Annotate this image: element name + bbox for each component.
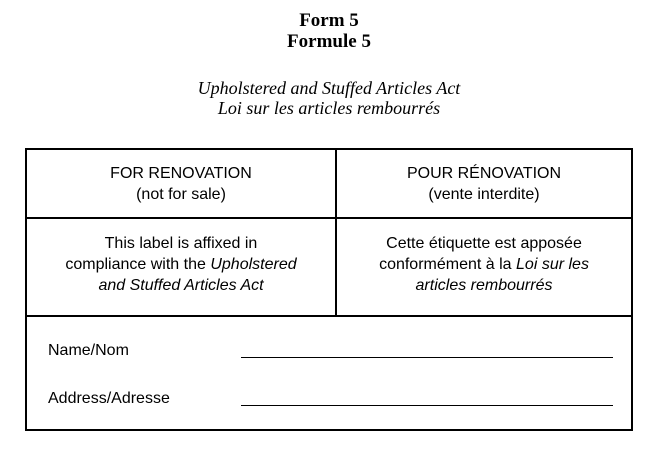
- header-cell-en: [27, 150, 337, 217]
- compliance-line-2-italic-en: Upholstered: [210, 255, 297, 273]
- form-number-fr: Formule 5: [287, 31, 371, 52]
- vente-interdite-note: (vente interdite): [428, 185, 540, 203]
- compliance-line-3-en: [98, 275, 263, 296]
- compliance-line-3-italic-fr: articles rembourrés: [415, 276, 553, 294]
- act-title-en: Upholstered and Stuffed Articles Act: [197, 78, 461, 98]
- form-title-block: [0, 10, 658, 52]
- not-for-sale-note: (not for sale): [136, 185, 226, 203]
- compliance-line-2-plain-fr: conformément à la: [379, 255, 517, 273]
- renovation-heading-en: FOR RENOVATION: [110, 164, 252, 182]
- name-label: Name/Nom: [48, 342, 129, 359]
- compliance-line-2-en: [65, 254, 296, 275]
- act-title-fr: Loi sur les articles rembourrés: [217, 98, 441, 118]
- address-label: Address/Adresse: [48, 390, 170, 407]
- compliance-line-3-italic-en: and Stuffed Articles Act: [98, 276, 264, 294]
- renovation-heading-fr: POUR RÉNOVATION: [406, 164, 562, 182]
- owner-fields: [27, 317, 631, 429]
- compliance-line-2-plain-en: compliance with the: [65, 255, 211, 273]
- form-number-en: Form 5: [299, 10, 359, 31]
- compliance-line-3-fr: [416, 275, 553, 296]
- compliance-row: [27, 219, 631, 317]
- compliance-cell-fr: [337, 219, 631, 315]
- header-cell-fr: [337, 150, 631, 217]
- compliance-line-1-fr: Cette étiquette est apposée: [386, 234, 582, 252]
- compliance-line-2-fr: [379, 254, 589, 275]
- label-header-row: [27, 150, 631, 219]
- act-title-block: [0, 78, 658, 118]
- renovation-label: [25, 148, 633, 431]
- address-field[interactable]: [241, 405, 613, 406]
- compliance-line-2-italic-fr: Loi sur les: [516, 255, 589, 273]
- compliance-cell-en: [27, 219, 337, 315]
- compliance-line-1-en: This label is affixed in: [104, 234, 258, 252]
- name-field[interactable]: [241, 357, 613, 358]
